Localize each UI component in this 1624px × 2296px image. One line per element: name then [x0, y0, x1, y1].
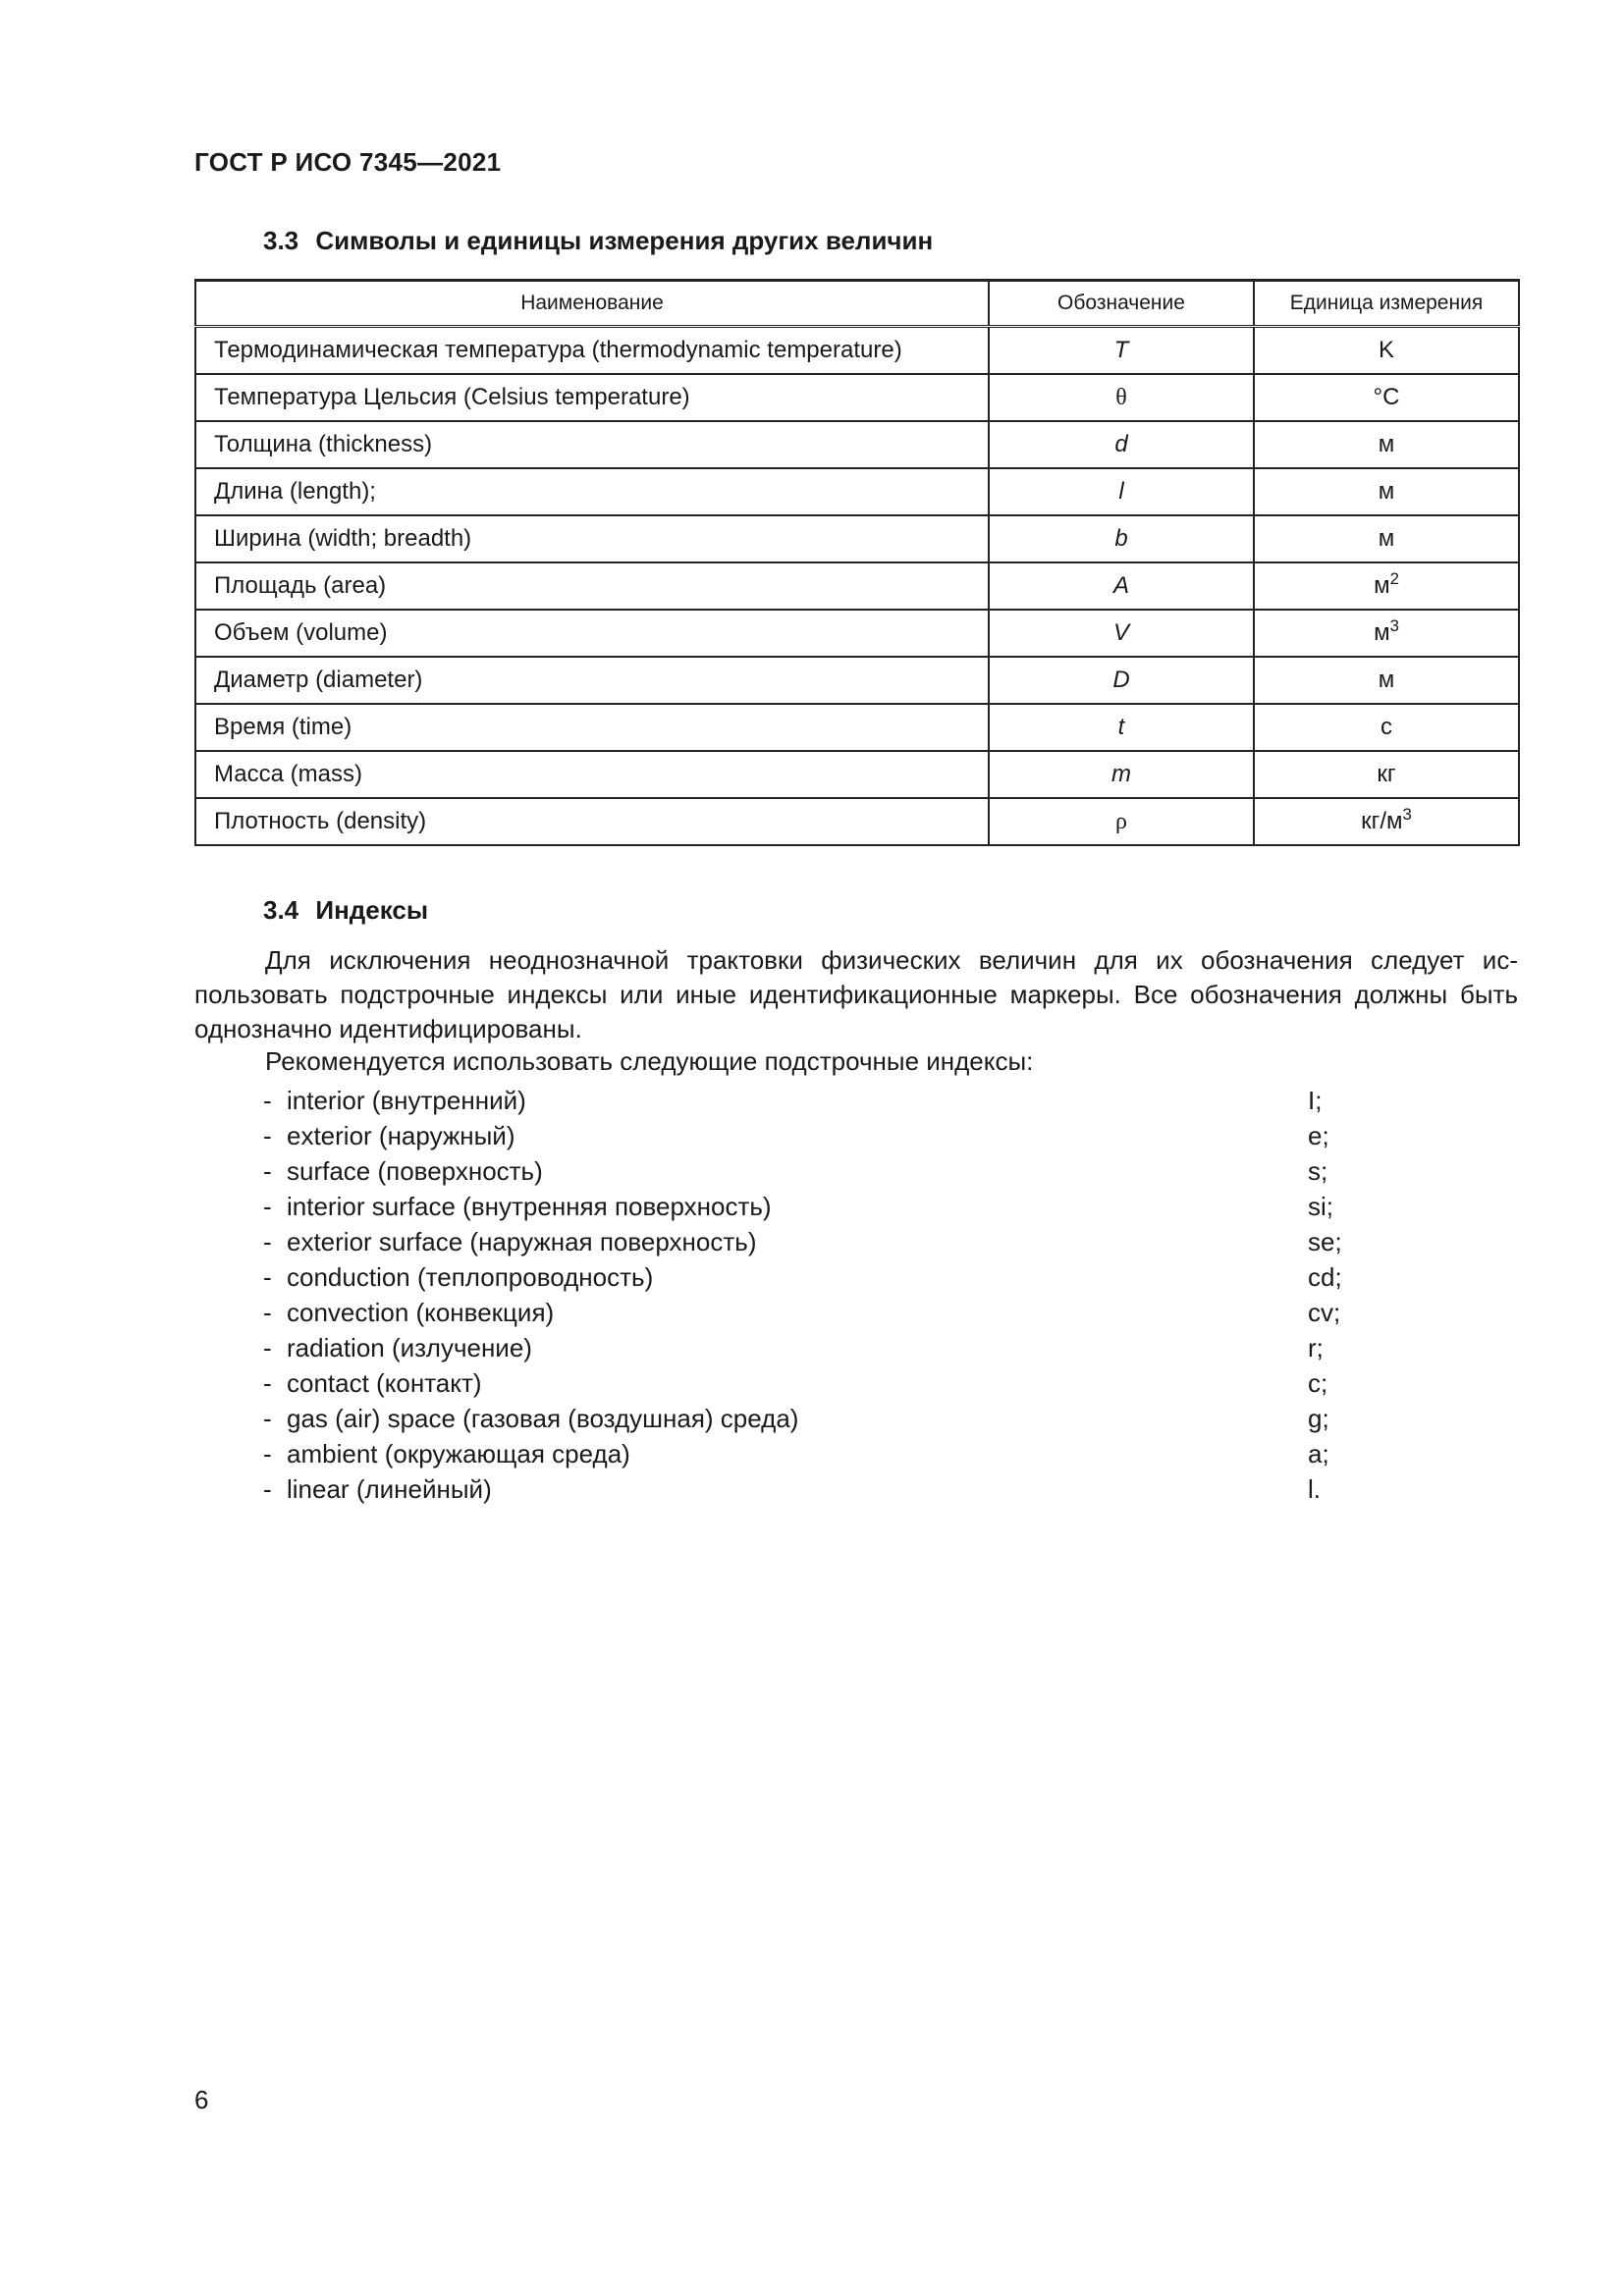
column-header-name: Наименование: [195, 281, 989, 327]
unit-exponent: 3: [1402, 804, 1412, 824]
quantity-symbol: θ: [1115, 385, 1127, 410]
index-term: ambient (окружающая среда): [287, 1439, 630, 1468]
table-row: [195, 751, 1519, 798]
quantity-symbol: t: [1117, 714, 1125, 740]
list-item: [263, 1365, 1540, 1401]
list-item: [263, 1471, 1540, 1507]
list-item: [263, 1330, 1540, 1365]
list-dash: -: [263, 1086, 272, 1115]
quantity-symbol: ρ: [1115, 809, 1127, 834]
quantity-unit: м: [1374, 572, 1390, 599]
table-row: [195, 657, 1519, 704]
index-subscript: g;: [1308, 1404, 1329, 1433]
table-row: [195, 610, 1519, 657]
quantity-unit: кг: [1377, 761, 1396, 787]
quantity-unit: кг/м: [1361, 808, 1403, 834]
index-term: contact (контакт): [287, 1368, 482, 1398]
section-title-text: Символы и единицы измерения других величин: [315, 226, 934, 255]
quantity-name: Температура Цельсия (Celsius temperature): [195, 374, 989, 421]
quantity-name: Масса (mass): [195, 751, 989, 798]
list-dash: -: [263, 1333, 272, 1362]
table-row: [195, 704, 1519, 751]
index-subscript: l.: [1308, 1474, 1321, 1504]
quantity-unit: м: [1378, 431, 1395, 457]
intro-paragraph: [194, 943, 1518, 1046]
quantity-unit: м: [1378, 525, 1395, 552]
index-subscript: r;: [1308, 1333, 1324, 1362]
index-subscript: se;: [1308, 1227, 1342, 1256]
recommendation-paragraph: Рекомендуется использовать следующие подстрочные индексы:: [265, 1046, 1034, 1076]
quantity-symbol: l: [1118, 478, 1124, 505]
list-item: [263, 1295, 1540, 1330]
index-term: radiation (излучение): [287, 1333, 532, 1362]
quantity-symbol: A: [1112, 572, 1129, 599]
index-subscript: a;: [1308, 1439, 1329, 1468]
quantity-unit: K: [1378, 337, 1394, 363]
quantity-name: Объем (volume): [195, 610, 989, 657]
table-row: [195, 798, 1519, 845]
index-subscript: cd;: [1308, 1262, 1342, 1292]
list-item: [263, 1224, 1540, 1259]
column-header-symbol: Обозначение: [989, 281, 1254, 327]
section-title-text: Индексы: [315, 895, 429, 925]
index-subscript: s;: [1308, 1156, 1328, 1186]
table-row: [195, 327, 1519, 375]
quantity-name: Время (time): [195, 704, 989, 751]
unit-exponent: 2: [1389, 568, 1399, 588]
list-dash: -: [263, 1227, 272, 1256]
index-subscript: cv;: [1308, 1298, 1341, 1327]
intro-paragraph-text: Для исключения неоднозначной трактовки физических величин для их обозначения следует ис-пользовать подстрочные индексы или иные идентификационные маркеры. Все обозначения должны быть однозначно идентифицированы.: [194, 945, 1518, 1043]
index-term: exterior (наружный): [287, 1121, 515, 1150]
index-subscript: si;: [1308, 1192, 1333, 1221]
symbols-table: [194, 279, 1520, 846]
list-item: [263, 1401, 1540, 1436]
list-dash: -: [263, 1298, 272, 1327]
page-number: 6: [194, 2085, 209, 2114]
index-term: conduction (теплопроводность): [287, 1262, 654, 1292]
document-header: ГОСТ Р ИСО 7345—2021: [194, 147, 502, 177]
quantity-name: Длина (length);: [195, 468, 989, 515]
quantity-unit: м: [1374, 619, 1390, 646]
column-header-unit: Единица измерения: [1254, 281, 1519, 327]
list-dash: -: [263, 1439, 272, 1468]
quantity-symbol: T: [1113, 337, 1129, 363]
quantity-name: Термодинамическая температура (thermodynamic temperature): [195, 327, 989, 375]
index-term: interior surface (внутренняя поверхность): [287, 1192, 772, 1221]
list-dash: -: [263, 1474, 272, 1504]
section-number: 3.3: [263, 226, 299, 255]
list-dash: -: [263, 1262, 272, 1292]
list-item: [263, 1259, 1540, 1295]
table-row: [195, 374, 1519, 421]
index-subscript: c;: [1308, 1368, 1328, 1398]
list-dash: -: [263, 1368, 272, 1398]
quantity-symbol: V: [1112, 619, 1129, 646]
quantity-unit: °C: [1373, 384, 1400, 410]
index-term: gas (air) space (газовая (воздушная) среда): [287, 1404, 799, 1433]
list-item: [263, 1118, 1540, 1153]
list-item: [263, 1436, 1540, 1471]
index-term: linear (линейный): [287, 1474, 492, 1504]
list-dash: -: [263, 1404, 272, 1433]
quantity-unit: м: [1378, 667, 1395, 693]
quantity-unit: м: [1378, 478, 1395, 505]
index-term: exterior surface (наружная поверхность): [287, 1227, 757, 1256]
index-term: surface (поверхность): [287, 1156, 543, 1186]
quantity-symbol: b: [1114, 525, 1128, 552]
unit-exponent: 3: [1389, 615, 1399, 635]
quantity-name: Толщина (thickness): [195, 421, 989, 468]
section-3-4-title: [263, 895, 428, 926]
index-list: [263, 1083, 1540, 1507]
table-row: [195, 515, 1519, 562]
quantity-name: Площадь (area): [195, 562, 989, 610]
list-item: [263, 1189, 1540, 1224]
index-term: interior (внутренний): [287, 1086, 526, 1115]
index-subscript: I;: [1308, 1086, 1323, 1115]
index-subscript: e;: [1308, 1121, 1329, 1150]
quantity-symbol: D: [1112, 667, 1130, 693]
quantity-symbol: m: [1111, 761, 1131, 787]
table-row: [195, 421, 1519, 468]
list-dash: -: [263, 1156, 272, 1186]
table-row: [195, 562, 1519, 610]
list-item: [263, 1083, 1540, 1118]
list-dash: -: [263, 1121, 272, 1150]
list-dash: -: [263, 1192, 272, 1221]
list-item: [263, 1153, 1540, 1189]
table-header-row: [195, 281, 1519, 327]
section-3-3-title: [263, 226, 933, 256]
quantity-symbol: d: [1114, 431, 1128, 457]
quantity-name: Плотность (density): [195, 798, 989, 845]
quantity-unit: с: [1380, 714, 1392, 740]
quantity-name: Ширина (width; breadth): [195, 515, 989, 562]
index-term: convection (конвекция): [287, 1298, 555, 1327]
quantity-name: Диаметр (diameter): [195, 657, 989, 704]
table-row: [195, 468, 1519, 515]
section-number: 3.4: [263, 895, 299, 925]
